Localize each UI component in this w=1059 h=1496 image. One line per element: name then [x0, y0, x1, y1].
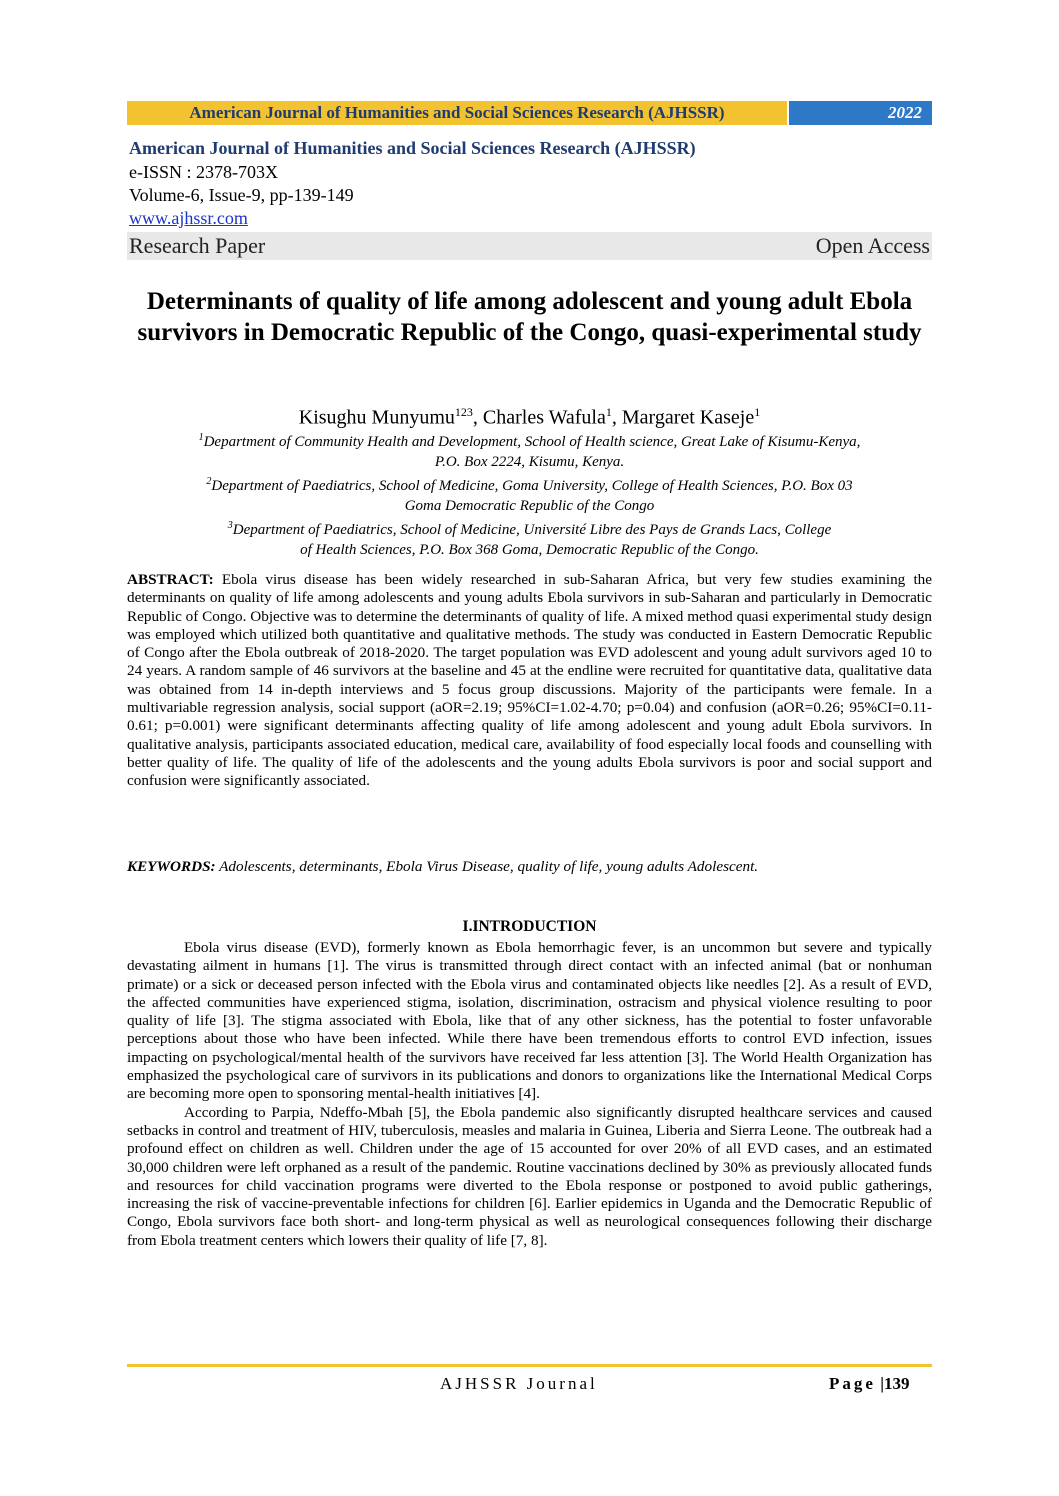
affiliation-text: Department of Paediatrics, School of Medicine, Université Libre des Pays de Grands Lacs, College	[232, 522, 832, 538]
footer-divider	[127, 1364, 932, 1367]
journal-banner	[127, 101, 932, 125]
section-heading-introduction: I.INTRODUCTION	[462, 918, 597, 935]
page-label: Page	[829, 1374, 876, 1393]
issn-value: 2378-703X	[196, 162, 278, 182]
keywords-text: Adolescents, determinants, Ebola Virus Disease, quality of life, young adults Adolescent.	[215, 858, 759, 875]
banner-year: 2022	[789, 101, 932, 125]
affiliation-line: of Health Sciences, P.O. Box 368 Goma, Democratic Republic of the Congo.	[300, 542, 759, 558]
affiliation-sup: 2	[206, 476, 212, 487]
affiliation-list	[127, 428, 932, 560]
affiliation-line: P.O. Box 2224, Kisumu, Kenya.	[434, 454, 625, 470]
keywords	[127, 858, 932, 876]
journal-name: American Journal of Humanities and Social Sciences Research (AJHSSR)	[129, 138, 696, 158]
affiliation-text: Department of Paediatrics, School of Medicine, Goma University, College of Health Sciences, P.O. Box 03	[211, 478, 853, 494]
affiliation-line	[127, 472, 932, 496]
footer-journal: AJHSSR Journal	[440, 1374, 598, 1393]
paragraph: According to Parpia, Ndeffo-Mbah [5], the Ebola pandemic also significantly disrupted healthcare services and caused setbacks in control and treatment of HIV, tuberculosis, measles and malaria in Guinea, Liberia and Sierra Leone. The outbreak had a profound effect on children as well. Children under the age of 15 accounted for over 20% of all EVD cases, and an estimated 30,000 children were left orphaned as a result of the pandemic. Routine vaccinations declined by 30% as previously allocated funds and resources for child vaccination programs were diverted to the Ebola response or postponed to avoid public gatherings, increasing the risk of vaccine-preventable infections for children [6]. Earlier epidemics in Uganda and the Democratic Republic of Congo, Ebola survivors face both short- and long-term physical as well as neurological consequences following their discharge from Ebola treatment centers which lowers their quality of life [7, 8].	[127, 1103, 932, 1249]
affiliation-sup: 1	[198, 432, 204, 443]
page-number: 139	[883, 1374, 910, 1393]
author-affil-sup: 123	[454, 405, 473, 419]
author-sep: ,	[611, 406, 622, 429]
abstract-text: Ebola virus disease has been widely researched in sub-Saharan Africa, but very few studies examining the determinants on quality of life among adolescents and young adults Ebola survivors in sub-Saharan and particularly in Democratic Republic of Congo. Objective was to determine the determinants of quality of life. A mixed method quasi experimental study design was employed which utilized both quantitative and qualitative methods. The study was conducted in Eastern Democratic Republic of Congo after the Ebola outbreak of 2018-2020. The target population was EVD adolescent and young adult survivors aged 10 to 24 years. A random sample of 46 survivors at the baseline and 45 at the endline were recruited for quantitative data, qualitative data was obtained from 14 in-depth interviews and 5 focus group discussions. Majority of the participants were female. In a multivariable regression analysis, social support (aOR=2.19; 95%CI=1.02-4.70; p=0.04) and confusion (aOR=0.26; 95%CI=0.11-0.61; p=0.001) were significant determinants affecting quality of life among adolescent and young adult Ebola survivors. In qualitative analysis, participants associated education, medical care, availability of food especially local foods and counselling with better quality of life. The quality of life of the adolescents and the young adults Ebola survivors is poor and social support and confusion were significantly associated.	[127, 571, 932, 790]
author-name: Kisughu Munyumu	[298, 406, 455, 429]
author-name: Charles Wafula	[482, 406, 606, 429]
affiliation-line	[127, 428, 932, 452]
banner-journal-title: American Journal of Humanities and Social Sciences Research (AJHSSR)	[127, 101, 787, 125]
journal-website-link[interactable]: www.ajhssr.com	[129, 208, 248, 228]
journal-issn	[129, 161, 829, 184]
abstract	[127, 571, 932, 791]
affiliation-line	[127, 516, 932, 540]
journal-volume: Volume-6, Issue-9, pp-139-149	[129, 185, 354, 205]
keywords-label: KEYWORDS:	[127, 858, 216, 875]
introduction-body	[127, 939, 932, 1250]
footer-page	[829, 1374, 909, 1394]
affiliation-sup: 3	[227, 520, 233, 531]
author-sep: ,	[472, 406, 483, 429]
author-list	[127, 399, 932, 431]
paragraph: Ebola virus disease (EVD), formerly known as Ebola hemorrhagic fever, is an uncommon but severe and typically devastating ailment in humans [1]. The virus is transmitted through direct contact with an infected animal (bat or nonhuman primate) or a sick or deceased person infected with the Ebola virus and contaminated objects like needles [2]. As a result of EVD, the affected communities have experienced stigma, isolation, discrimination, ostracism and physical violence resulting to poor quality of life [3]. The stigma associated with Ebola, like that of any other sickness, has the potential to foster unfavorable perceptions about those who have been infected. While there have been tremendous efforts to control EVD infection, issues impacting on psychological/mental health of the survivors have received far less attention [3]. The World Health Organization has emphasized the psychological care of survivors in its publications and donors to organizations like the International Medical Corps are becoming more open to sponsoring mental-health initiatives [4].	[127, 939, 932, 1103]
affiliation-line: Goma Democratic Republic of the Congo	[404, 498, 655, 514]
abstract-label: ABSTRACT:	[127, 571, 214, 588]
author-affil-sup: 1	[605, 405, 612, 419]
paper-title: Determinants of quality of life among adolescent and young adult Ebola survivors in Democratic Republic of the Congo, quasi-experimental study	[137, 288, 922, 346]
paper-type: Research Paper	[129, 233, 266, 258]
author-affil-sup: 1	[754, 405, 761, 419]
access-type: Open Access	[815, 233, 930, 258]
affiliation-text: Department of Community Health and Development, School of Health science, Great Lake of Kisumu-Kenya,	[203, 434, 861, 450]
author-name: Margaret Kaseje	[621, 406, 755, 429]
page-separator: |	[875, 1374, 884, 1393]
paper-type-bar	[127, 232, 932, 260]
issn-label: e-ISSN :	[129, 162, 196, 182]
